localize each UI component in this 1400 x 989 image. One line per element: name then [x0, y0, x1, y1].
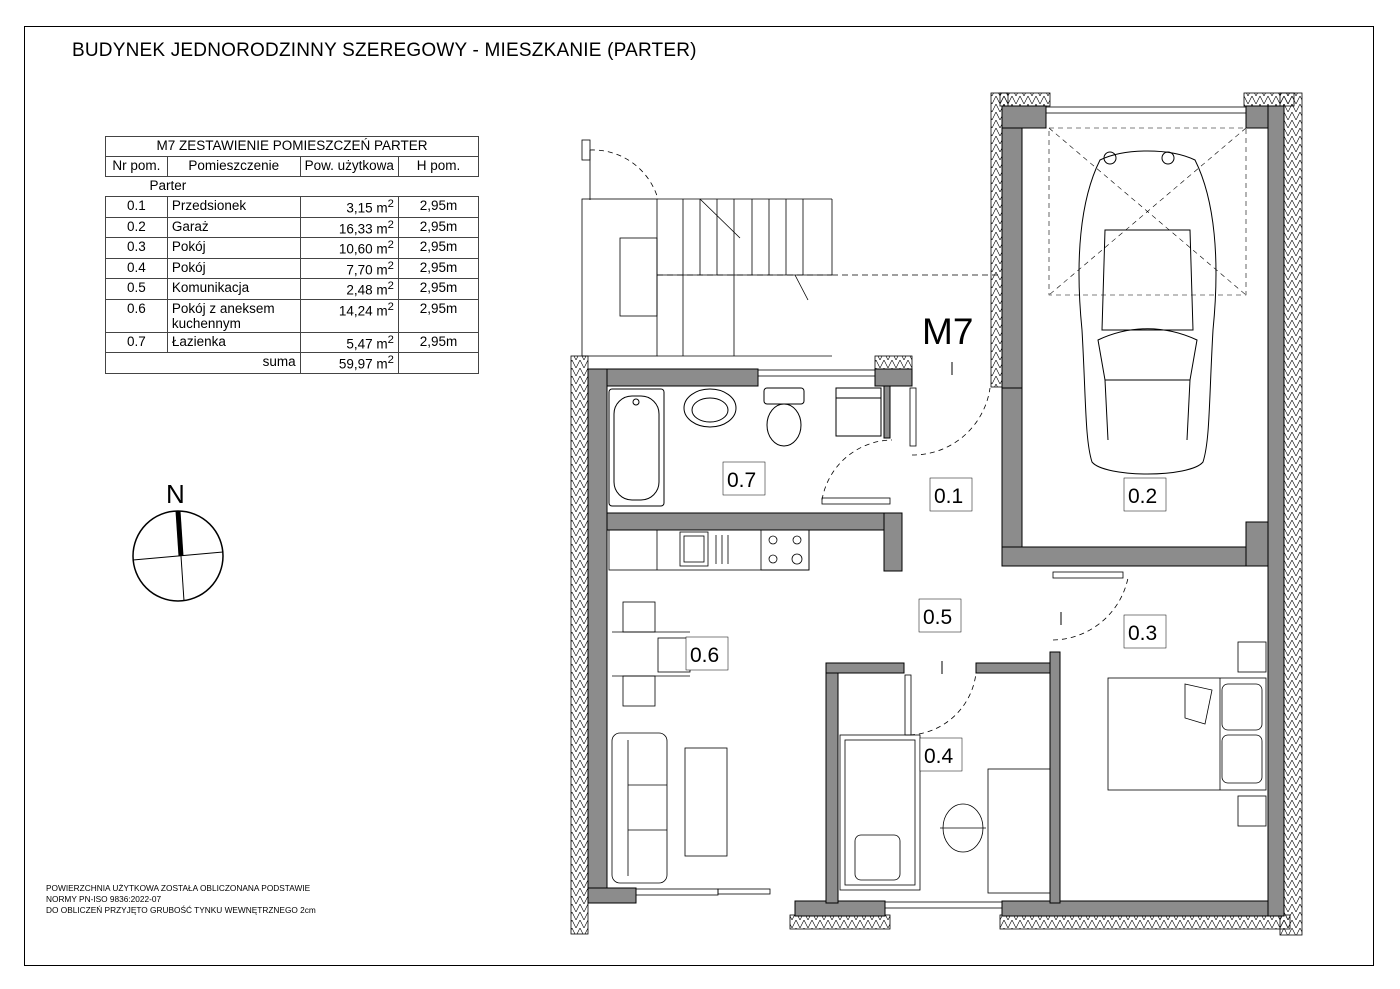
car-icon [1079, 151, 1216, 474]
room-height: 2,95m [398, 217, 478, 238]
note-line: DO OBLICZEŃ PRZYJĘTO GRUBOŚĆ TYNKU WEWNĘTRZNEGO 2cm [46, 905, 316, 915]
room-label-0-4: 0.4 [924, 745, 954, 768]
column-header-nr: Nr pom. [106, 157, 168, 177]
room-label-0-6: 0.6 [690, 644, 720, 667]
room-area: 5,47 $m^2$ [300, 332, 398, 353]
room-number: 0.3 [106, 238, 168, 259]
door-swings [718, 388, 1128, 894]
room-name: Przedsionek [167, 197, 300, 218]
room-area: 7,70 $m^2$ [300, 258, 398, 279]
room-name: Pokój z aneksem kuchennym [167, 299, 300, 332]
room-label-0-2: 0.2 [1128, 485, 1158, 508]
table-caption: M7 ZESTAWIENIE POMIESZCZEŃ PARTER [106, 137, 479, 157]
note-line: NORMY PN-ISO 9836:2022-07 [46, 894, 162, 904]
room-name: Łazienka [167, 332, 300, 353]
room-name: Komunikacja [167, 279, 300, 300]
room-area: 2,48 $m^2$ [300, 279, 398, 300]
bathtub-icon [609, 389, 664, 506]
kitchen-counter [609, 530, 809, 570]
room-number: 0.7 [106, 332, 168, 353]
sum-value: 59,97 $m^2$ [300, 353, 398, 374]
double-bed-icon [1108, 642, 1266, 826]
room-number: 0.1 [106, 197, 168, 218]
room-height: 2,95m [398, 197, 478, 218]
sum-label: suma [106, 353, 301, 374]
table-group-label: Parter [149, 178, 187, 193]
room-area: 10,60 $m^2$ [300, 238, 398, 259]
room-height: 2,95m [398, 258, 478, 279]
column-header-area: Pow. użytkowa [300, 157, 398, 177]
room-label-0-1: 0.1 [934, 485, 964, 508]
toilet-icon [764, 388, 804, 446]
room-height: 2,95m [398, 238, 478, 259]
note-line: POWIERZCHNIA UŻYTKOWA ZOSTAŁA OBLICZONANA PODSTAWIE [46, 883, 311, 893]
dining-table-icon [612, 602, 690, 706]
calculation-note [46, 883, 316, 916]
bed-icon [840, 735, 920, 890]
desk-icon [940, 769, 1050, 893]
room-label-0-5: 0.5 [923, 606, 953, 629]
washing-machine-icon [836, 388, 881, 436]
column-header-room: Pomieszczenie [167, 157, 300, 177]
room-name: Pokój [167, 238, 300, 259]
room-label-0-7: 0.7 [727, 469, 757, 492]
column-header-height: H pom. [398, 157, 478, 177]
room-number: 0.2 [106, 217, 168, 238]
room-name: Garaż [167, 217, 300, 238]
room-height: 2,95m [398, 279, 478, 300]
room-area: 16,33 $m^2$ [300, 217, 398, 238]
room-height: 2,95m [398, 299, 478, 332]
north-label: N [166, 479, 185, 509]
room-area: 3,15 $m^2$ [300, 197, 398, 218]
room-number: 0.4 [106, 258, 168, 279]
room-label-0-3: 0.3 [1128, 622, 1158, 645]
drawing-title: BUDYNEK JEDNORODZINNY SZEREGOWY - MIESZKANIE (PARTER) [72, 40, 697, 61]
room-height: 2,95m [398, 332, 478, 353]
room-area: 14,24 $m^2$ [300, 299, 398, 332]
room-number: 0.5 [106, 279, 168, 300]
unit-label: M7 [922, 311, 974, 352]
sofa-icon [612, 733, 727, 883]
cooktop-icon [761, 530, 809, 570]
washbasin-icon [684, 389, 736, 427]
room-name: Pokój [167, 258, 300, 279]
room-number: 0.6 [106, 299, 168, 332]
